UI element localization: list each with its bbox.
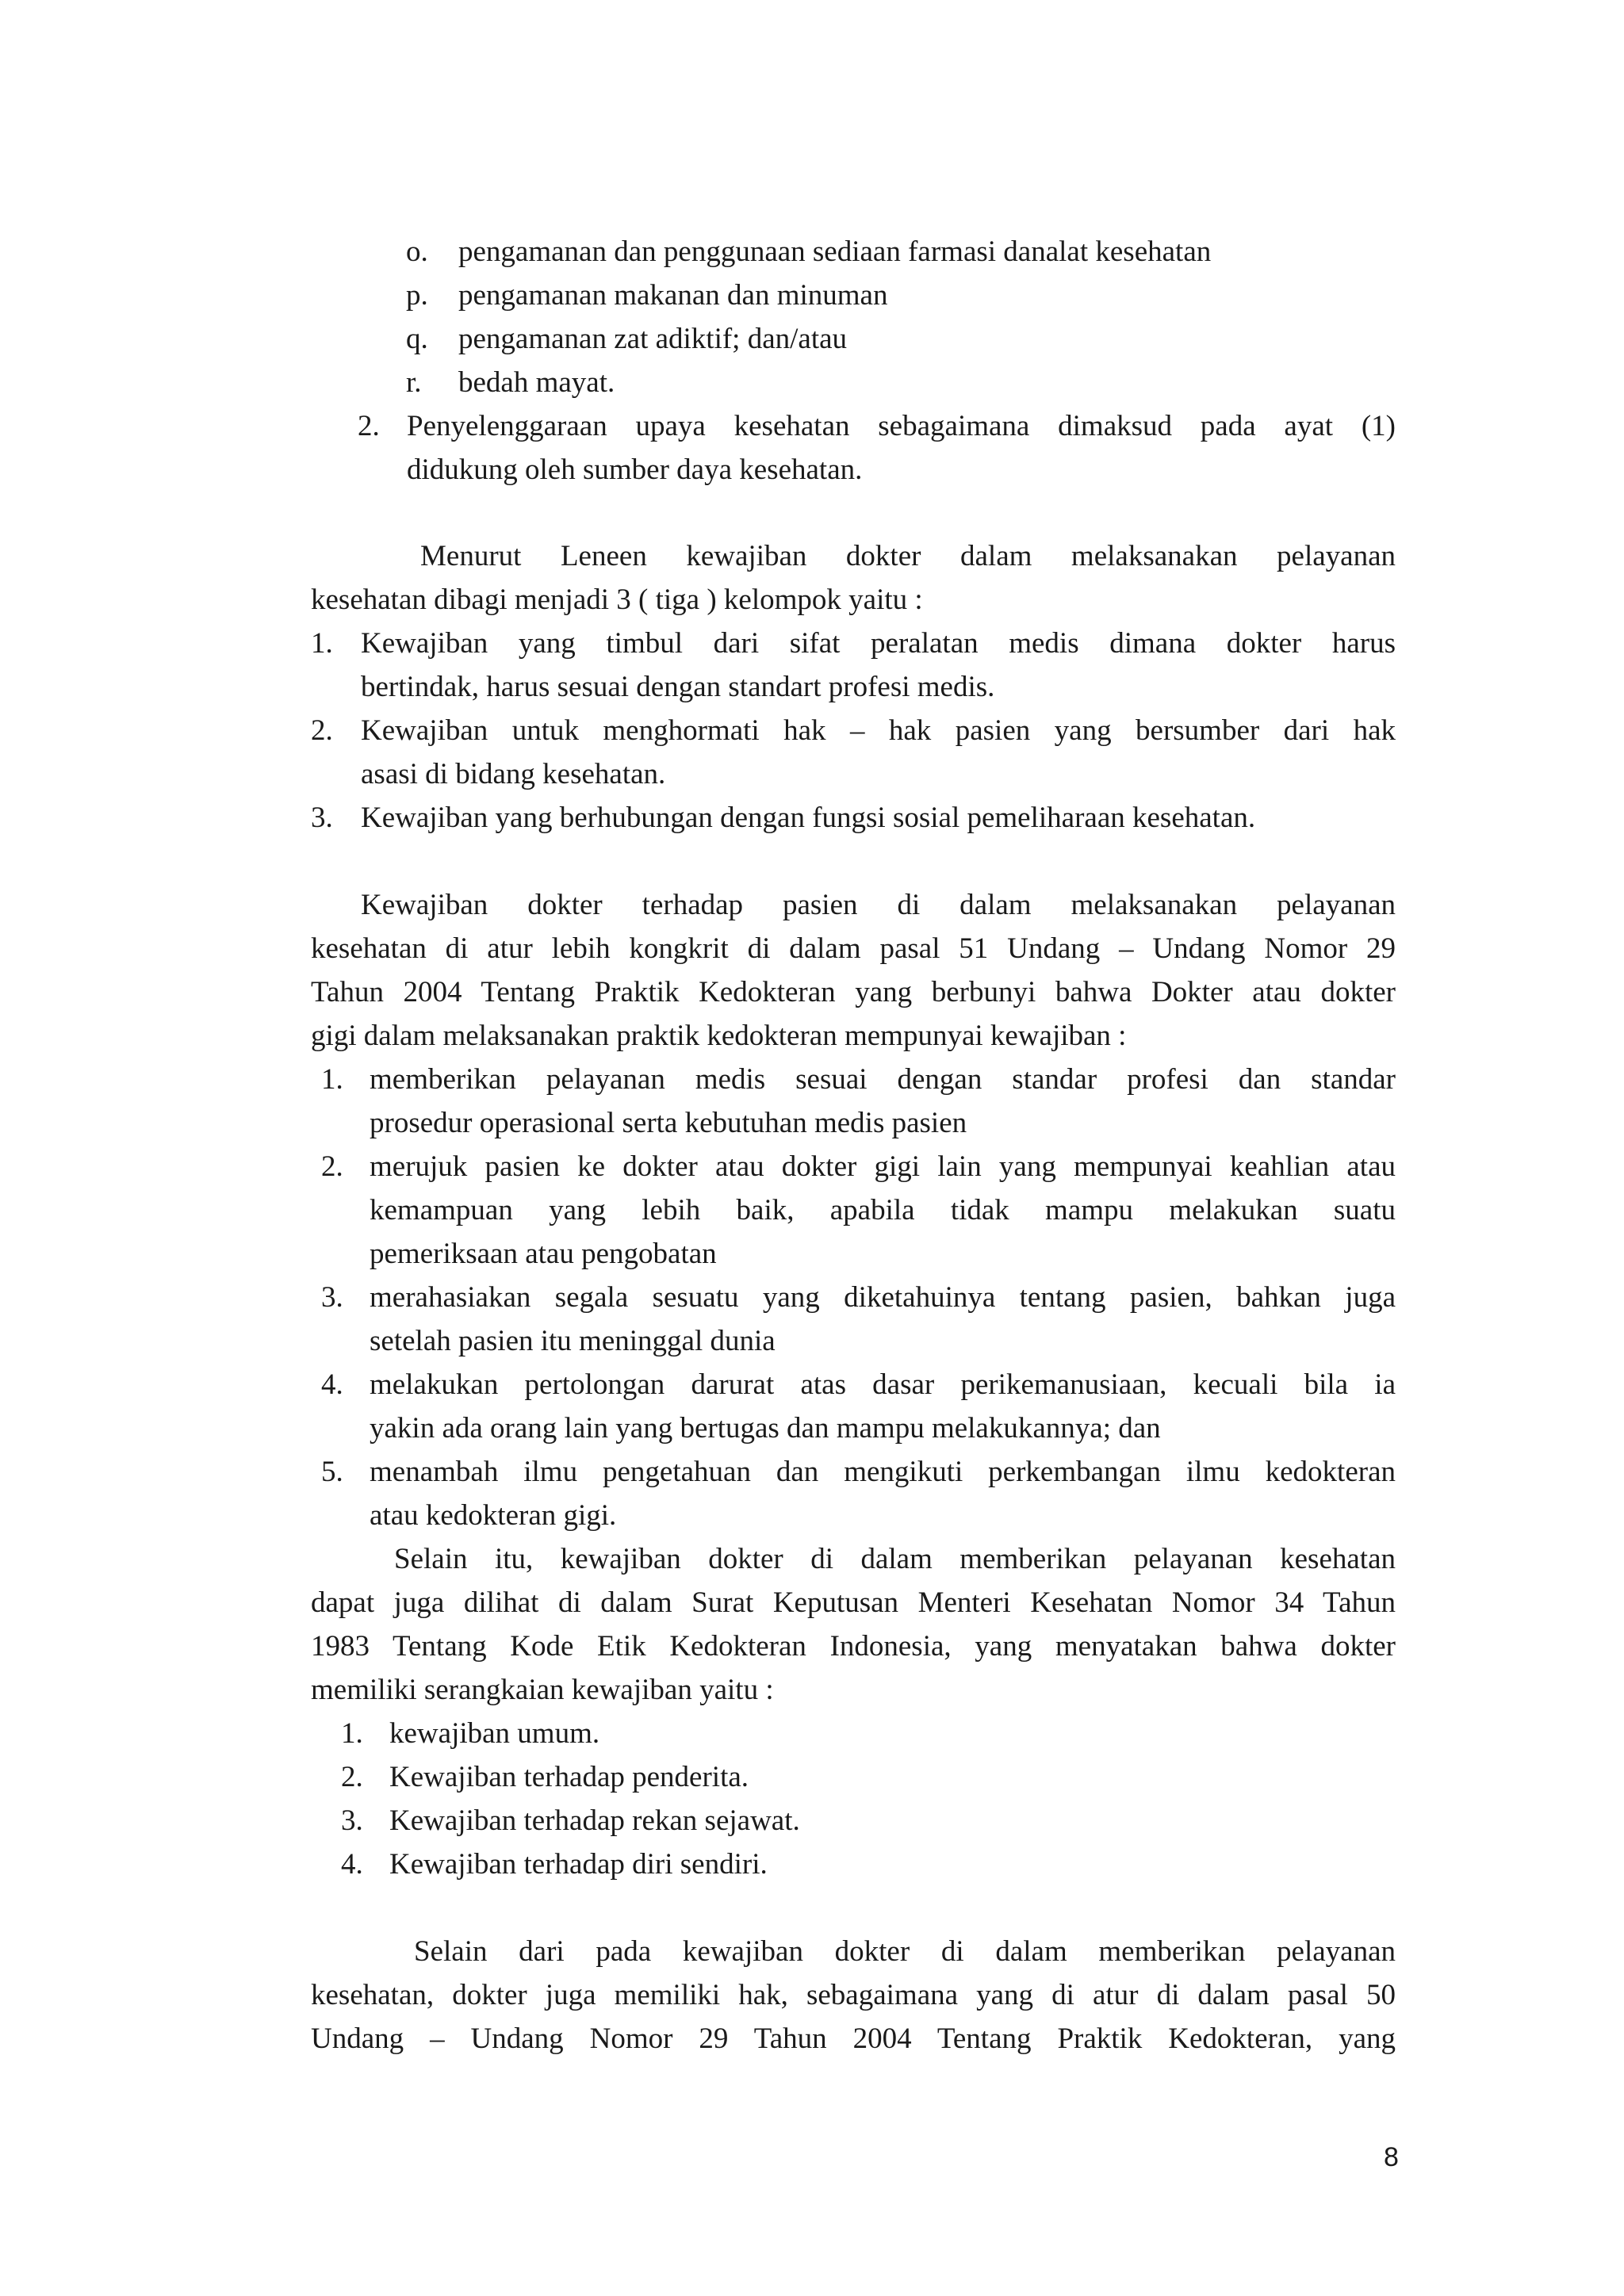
- list-item-label: 5.: [321, 1456, 343, 1488]
- paragraph-line: kesehatan dibagi menjadi 3 ( tiga ) kelompok yaitu :: [311, 584, 923, 616]
- list-item-text: melakukan pertolongan darurat atas dasar perikemanusiaan, kecuali bila ia: [370, 1368, 1396, 1401]
- list-item-label: 3.: [311, 802, 333, 834]
- list-item-text: kewajiban umum.: [389, 1717, 600, 1750]
- paragraph-line: dapat juga dilihat di dalam Surat Keputusan Menteri Kesehatan Nomor 34 Tahun: [311, 1586, 1396, 1619]
- list-item-text: Kewajiban terhadap penderita.: [389, 1761, 749, 1793]
- list-item-text: Kewajiban terhadap diri sendiri.: [389, 1848, 768, 1881]
- paragraph-line: Selain itu, kewajiban dokter di dalam memberikan pelayanan kesehatan: [394, 1543, 1396, 1575]
- paragraph-line: Tahun 2004 Tentang Praktik Kedokteran yang berbunyi bahwa Dokter atau dokter: [311, 976, 1396, 1008]
- paragraph-line: memiliki serangkaian kewajiban yaitu :: [311, 1674, 774, 1706]
- list-item-label: 2.: [311, 714, 333, 747]
- page-number: 8: [1384, 2142, 1399, 2172]
- list-item-label: 4.: [341, 1848, 363, 1881]
- list-item-text: yakin ada orang lain yang bertugas dan mampu melakukannya; dan: [370, 1412, 1161, 1445]
- list-item-label: 2.: [321, 1150, 343, 1183]
- paragraph-line: 1983 Tentang Kode Etik Kedokteran Indonesia, yang menyatakan bahwa dokter: [311, 1630, 1396, 1663]
- list-item-text: Kewajiban yang timbul dari sifat peralatan medis dimana dokter harus: [361, 627, 1396, 660]
- list-item-label: o.: [406, 235, 428, 268]
- list-item-text: pengamanan dan penggunaan sediaan farmasi danalat kesehatan: [458, 235, 1212, 268]
- list-item-text: atau kedokteran gigi.: [370, 1499, 617, 1532]
- list-item-label: 3.: [341, 1804, 363, 1837]
- list-item-text: merahasiakan segala sesuatu yang diketahuinya tentang pasien, bahkan juga: [370, 1281, 1396, 1314]
- list-item-label: 1.: [311, 627, 333, 660]
- list-item-label: 2.: [341, 1761, 363, 1793]
- paragraph-line: gigi dalam melaksanakan praktik kedokteran mempunyai kewajiban :: [311, 1020, 1127, 1052]
- list-item-label: p.: [406, 279, 428, 312]
- list-item-text: memberikan pelayanan medis sesuai dengan standar profesi dan standar: [370, 1063, 1396, 1096]
- list-item-text: Kewajiban terhadap rekan sejawat.: [389, 1804, 800, 1837]
- list-item-label: r.: [406, 366, 422, 399]
- paragraph-line: Undang – Undang Nomor 29 Tahun 2004 Tentang Praktik Kedokteran, yang: [311, 2022, 1396, 2055]
- list-item-label: q.: [406, 323, 428, 355]
- list-item-label: 1.: [321, 1063, 343, 1096]
- list-item-label: 2.: [358, 410, 380, 442]
- list-item-text: Penyelenggaraan upaya kesehatan sebagaimana dimaksud pada ayat (1): [407, 410, 1396, 442]
- list-item-text: didukung oleh sumber daya kesehatan.: [407, 453, 863, 486]
- list-item-text: Kewajiban yang berhubungan dengan fungsi sosial pemeliharaan kesehatan.: [361, 802, 1256, 834]
- list-item-text: merujuk pasien ke dokter atau dokter gigi lain yang mempunyai keahlian atau: [370, 1150, 1396, 1183]
- list-item-text: kemampuan yang lebih baik, apabila tidak mampu melakukan suatu: [370, 1194, 1396, 1226]
- list-item-text: pemeriksaan atau pengobatan: [370, 1238, 717, 1270]
- list-item-text: setelah pasien itu meninggal dunia: [370, 1325, 776, 1357]
- paragraph-line: Menurut Leneen kewajiban dokter dalam melaksanakan pelayanan: [420, 540, 1396, 572]
- list-item-label: 1.: [341, 1717, 363, 1750]
- list-item-text: bertindak, harus sesuai dengan standart profesi medis.: [361, 671, 995, 703]
- paragraph-line: Kewajiban dokter terhadap pasien di dalam melaksanakan pelayanan: [361, 889, 1396, 921]
- list-item-label: 4.: [321, 1368, 343, 1401]
- list-item-text: prosedur operasional serta kebutuhan medis pasien: [370, 1107, 967, 1139]
- list-item-text: Kewajiban untuk menghormati hak – hak pasien yang bersumber dari hak: [361, 714, 1396, 747]
- list-item-text: pengamanan makanan dan minuman: [458, 279, 888, 312]
- list-item-text: bedah mayat.: [458, 366, 615, 399]
- list-item-label: 3.: [321, 1281, 343, 1314]
- paragraph-line: Selain dari pada kewajiban dokter di dalam memberikan pelayanan: [414, 1935, 1396, 1968]
- list-item-text: asasi di bidang kesehatan.: [361, 758, 666, 790]
- list-item-text: pengamanan zat adiktif; dan/atau: [458, 323, 848, 355]
- paragraph-line: kesehatan, dokter juga memiliki hak, sebagaimana yang di atur di dalam pasal 50: [311, 1979, 1396, 2011]
- paragraph-line: kesehatan di atur lebih kongkrit di dalam pasal 51 Undang – Undang Nomor 29: [311, 932, 1396, 965]
- list-item-text: menambah ilmu pengetahuan dan mengikuti perkembangan ilmu kedokteran: [370, 1456, 1396, 1488]
